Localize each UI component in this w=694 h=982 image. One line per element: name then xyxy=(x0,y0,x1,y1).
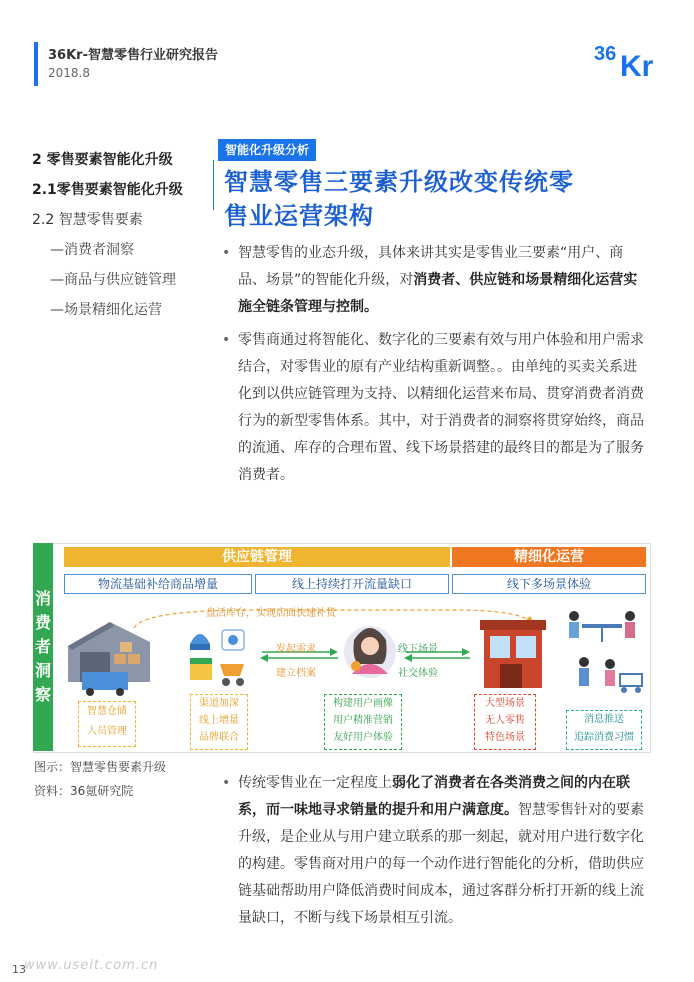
heading-line-2: 售业运营架构 xyxy=(224,202,374,230)
toc-item[interactable]: 2.2 智慧零售要素 xyxy=(32,212,143,228)
push-tracking-box: 消息推送 追踪消费习惯 xyxy=(566,710,642,750)
svg-text:Kr: Kr xyxy=(620,50,654,80)
arc-label: 盘活库存，实现店面快速补货 xyxy=(206,608,336,619)
upper-bullets xyxy=(218,240,650,495)
store-scene-box: 大型场景 无人零售 特色场景 xyxy=(474,694,536,750)
bullet-paragraph: • 零售商通过将智能化、数字化的三要素有效与用户体验和用户需求结合，对零售业的原有产业结构重新调整。。由单纯的买卖关系进化到以供应链管理为支持、以精细化运营来布局、贯穿消费者消费行为的新型零售体系。其中，对于消费者的洞察将贯穿始终，商品的流通、库存的合理布置、线下场景搭建的最终目的都是为了服务消费者。 xyxy=(218,327,650,489)
warehouse-box: 智慧仓储 人员管理 xyxy=(78,701,136,747)
heading-line-1: 智慧零售三要素升级改变传统零 xyxy=(224,168,574,196)
toc-item-active[interactable]: 2.1零售要素智能化升级 xyxy=(32,182,183,198)
toc-subitem[interactable]: —场景精细化运营 xyxy=(50,302,162,318)
source-caption: 资料：36氪研究院 xyxy=(34,784,134,798)
table-of-contents xyxy=(32,150,208,330)
products-icon xyxy=(190,630,244,686)
page-number: 13 xyxy=(12,963,26,976)
warehouse-icon xyxy=(68,622,150,696)
bullet-paragraph: • 传统零售业在一定程度上弱化了消费者在各类消费之间的内在联系，而一味地寻求销量的提升和用户满意度。智慧零售针对的要素升级，是企业从与用户建立联系的那一刻起，就对用户进行数字化的构建。零售商对用户的每一个动作进行智能化的分析，借助供应链基础帮助用户降低消费时间成本，通过客群分析打开新的线上流量缺口，不断与线下场景相互引流。 xyxy=(218,770,650,932)
arrow-label-social: 社交体验 xyxy=(398,668,438,679)
arrow-label-archive: 建立档案 xyxy=(276,668,316,679)
logistics-box: 物流基础补给商品增量 xyxy=(64,574,252,594)
figure-caption: 图示：智慧零售要素升级 xyxy=(34,760,167,774)
online-traffic-box: 线上持续打开流量缺口 xyxy=(255,574,449,594)
user-portrait-box: 构建用户画像 用户精准营销 友好用户体验 xyxy=(324,694,402,750)
report-date: 2018.8 xyxy=(48,66,90,80)
section-divider xyxy=(213,160,214,210)
consumer-insight-sidebar: 消 费 者 洞 察 xyxy=(33,543,53,751)
lower-bullets xyxy=(218,770,650,938)
toc-subitem[interactable]: —消费者洞察 xyxy=(50,242,134,258)
supply-chain-bar: 供应链管理 xyxy=(64,547,450,567)
bullet-paragraph: • 智慧零售的业态升级，具体来讲其实是零售业三要素“用户、商品、场景”的智能化升级，对消费者、供应链和场景精细化运营实施全链条管理与控制。 xyxy=(218,240,650,321)
store-icon xyxy=(480,620,546,688)
36kr-logo xyxy=(592,38,668,80)
consumer-avatar-icon xyxy=(344,626,396,678)
operations-bar: 精细化运营 xyxy=(452,547,646,567)
svg-text:36: 36 xyxy=(594,43,617,65)
arrow-label-demand: 发起需求 xyxy=(276,644,316,655)
arrow-label-offline: 线下场景 xyxy=(398,644,438,655)
dining-scene-icon xyxy=(569,611,635,642)
shopping-scene-icon xyxy=(579,657,642,693)
toc-subitem[interactable]: —商品与供应链管理 xyxy=(50,272,176,288)
channel-box: 渠道加深 线上增量 品牌联合 xyxy=(190,694,248,750)
header-accent-bar xyxy=(34,42,38,86)
report-title: 36Kr-智慧零售行业研究报告 xyxy=(48,48,218,63)
watermark: www.useit.com.cn xyxy=(24,958,159,973)
offline-scene-box: 线下多场景体验 xyxy=(452,574,646,594)
toc-item[interactable]: 2 零售要素智能化升级 xyxy=(32,152,173,168)
section-heading xyxy=(224,165,644,233)
section-tag: 智能化升级分析 xyxy=(218,139,316,161)
